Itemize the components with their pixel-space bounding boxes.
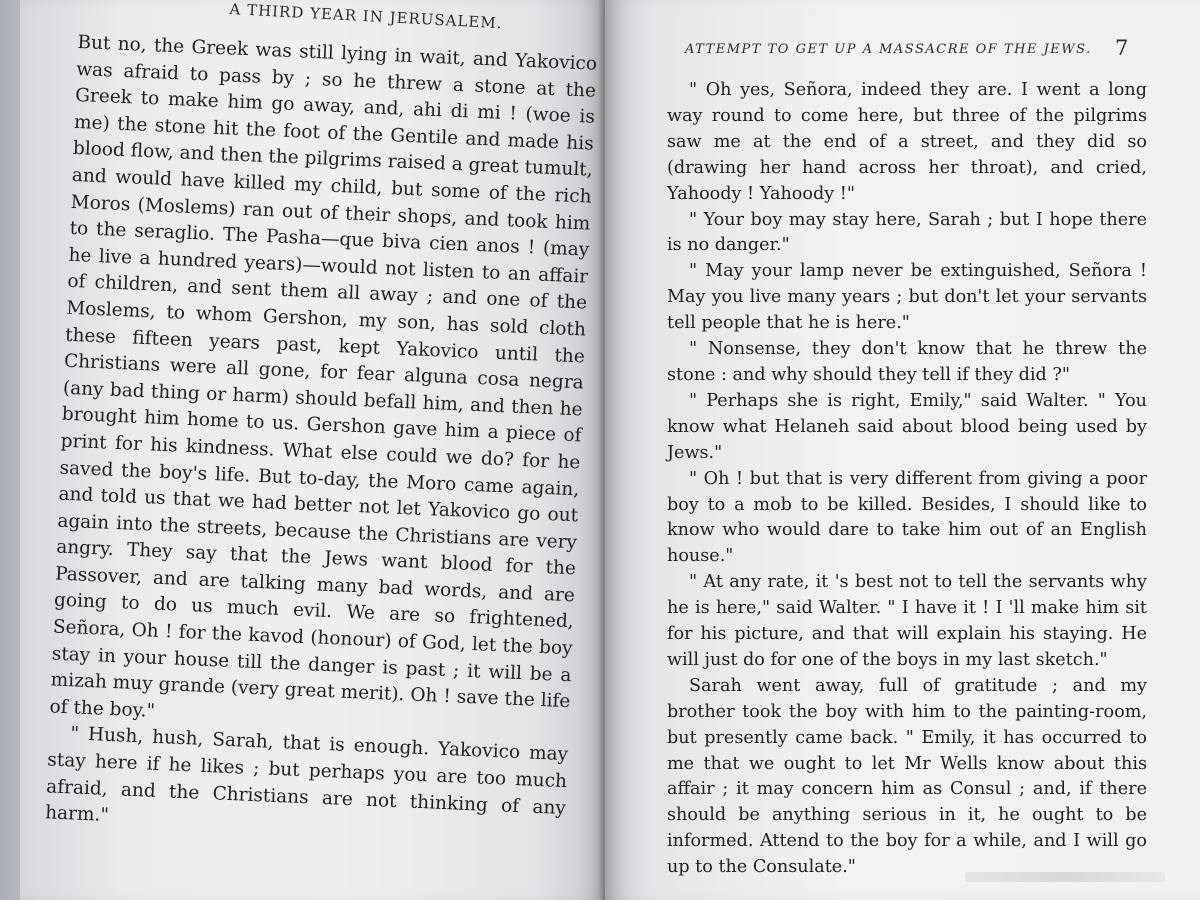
right-paragraph-3: " May your lamp never be extinguished, Señora ! May you live many years ; but don't let your servants tell people that he is here." (667, 261, 1147, 334)
left-page-text (45, 30, 598, 849)
right-paragraph-2: " Your boy may stay here, Sarah ; but I hope there is no danger." (667, 209, 1147, 256)
right-paragraph-1: " Oh yes, Señora, indeed they are. I went a long way round to come here, but three of the pilgrims saw me at the end of a street, and they did so (drawing her hand across her throat), and cried, Yahoody ! Yahoody !" (667, 80, 1147, 204)
show-through-text (965, 872, 1165, 882)
right-paragraph-6: " Oh ! but that is very different from giving a poor boy to a mob to be killed. Besides, I should like to know who would dare to take him out of an English house." (667, 468, 1147, 567)
right-paragraph-4: " Nonsense, they don't know that he threw the stone : and why should they tell if they did ?" (667, 339, 1147, 385)
right-page (605, 0, 1200, 900)
right-page-text (667, 78, 1147, 881)
page-number: 7 (1115, 36, 1129, 60)
left-paragraph-2: " Hush, hush, Sarah, that is enough. Yakovico may stay here if he likes ; but perhaps you are too much afraid, and the Christians are not thinking of any harm." (44, 723, 569, 827)
right-paragraph-7: " At any rate, it 's best not to tell the servants why he is here," said Walter. " I have it ! I 'll make him sit for his picture, and that will explain his staying. He will just do for one of the boys in my last sketch." (667, 572, 1147, 670)
left-paragraph-1: But no, the Greek was still lying in wait, and Yakovico was afraid to pass by ; so he threw a stone at the Greek to make him go away, and, ahi di mi ! (woe is me) the stone hit the foot of the Gentile and made his blood flow, and then the pilgrims raised a great tumult, and would have killed my child, but some of the rich Moros (Moslems) ran out of their shops, and took him to the seraglio. The Pasha—que biva cien anos ! (may he live a hundred years)—would not listen to an affair of children, and sent them all away ; and one of the Moslems, to whom Gershon, my son, has sold cloth these fifteen years past, kept Yakovico until the Christians were all gone, for fear alguna cosa negra (any bad thing or harm) should befall him, and then he brought him home to us. Gershon gave him a piece of print for his kindness. What else could we do? for he saved the boy's life. But to-day, the Moro came again, and told us that we had better not let Yakovico go out again into the streets, because the Christians are very angry. They say that the Jews want blood for the Passover, and are talking many bad words, and are going to do us much evil. We are so frightened, Señora, Oh ! for the kavod (honour) of God, let the boy stay in your house till the danger is past ; it will be a mizah muy grande (very great merit). Oh ! save the life of the boy." (49, 31, 598, 722)
left-running-head: A THIRD YEAR IN JERUSALEM. (229, 0, 503, 33)
left-page (20, 0, 605, 900)
right-running-head: ATTEMPT TO GET UP A MASSACRE OF THE JEWS. (685, 42, 1092, 57)
right-paragraph-5: " Perhaps she is right, Emily," said Walter. " You know what Helaneh said about blood being used by Jews." (667, 390, 1147, 463)
right-paragraph-8: Sarah went away, full of gratitude ; and my brother took the boy with him to the painting-room, but presently came back. " Emily, it has occurred to me that we ought to let Mr Wells know about this affair ; it may concern him as Consul ; and, if there should be anything serious in it, he ought to be informed. Attend to the boy for a while, and I will go up to the Consulate." (667, 675, 1147, 878)
